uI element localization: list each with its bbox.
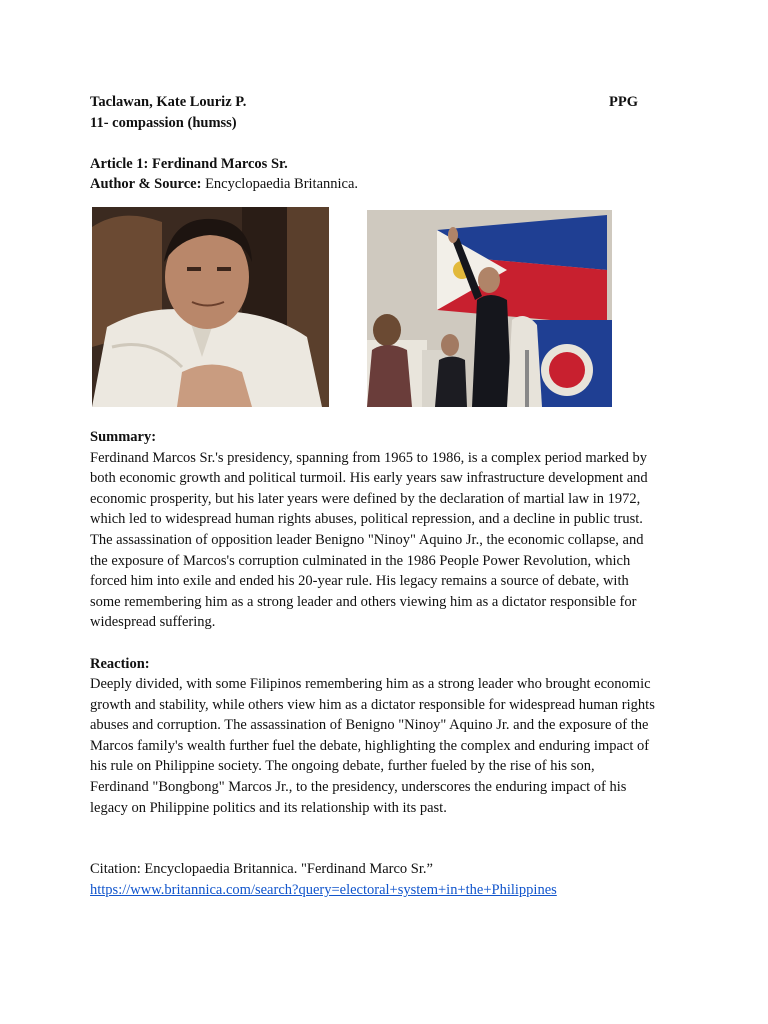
summary-line: economic prosperity, but his later years were defined by the declaration of martial law in 1972, <box>90 490 641 507</box>
class-section: 11- compassion (humss) <box>90 114 237 131</box>
reaction-line: growth and stability, while others view him as a dictator responsible for widespread human rights <box>90 696 655 713</box>
document-page <box>90 92 690 901</box>
reaction-line: Ferdinand "Bongbong" Marcos Jr., to the presidency, underscores the enduring impact of his <box>90 779 627 796</box>
reaction-line: legacy on Philippine politics and its relationship with its past. <box>90 799 447 816</box>
summary-section <box>90 427 690 633</box>
summary-line: Ferdinand Marcos Sr.'s presidency, spanning from 1965 to 1986, is a complex period marked by <box>90 449 647 466</box>
reaction-heading: Reaction: <box>90 655 150 672</box>
summary-heading: Summary: <box>90 428 157 445</box>
citation-text: Citation: Encyclopaedia Britannica. "Ferdinand Marco Sr.” <box>90 861 433 878</box>
author-source-value: Encyclopaedia Britannica. <box>201 176 359 193</box>
summary-paragraph <box>90 448 690 633</box>
summary-line: The assassination of opposition leader Benigno "Ninoy" Aquino Jr., the economic collapse, and <box>90 531 644 548</box>
marcos-waving-photo <box>367 210 612 407</box>
summary-line: some remembering him as a strong leader and others viewing him as a dictator responsible for <box>90 593 637 610</box>
reaction-line: abuses and corruption. The assassination of Benigno "Ninoy" Aquino Jr. and the exposure of the <box>90 717 649 734</box>
author-source-line <box>90 174 690 195</box>
reaction-line: his rule on Philippine society. The ongoing debate, further fueled by the rise of his son, <box>90 758 595 775</box>
summary-line: widespread suffering. <box>90 614 216 631</box>
reaction-section <box>90 654 690 819</box>
reaction-line: Deeply divided, with some Filipinos remembering him as a strong leader who brought economic <box>90 676 651 693</box>
subject-label: PPG <box>609 94 638 110</box>
header-row <box>90 92 638 113</box>
student-name: Taclawan, Kate Louriz P. <box>90 94 247 110</box>
summary-line: the exposure of Marcos's corruption culminated in the 1986 People Power Revolution, which <box>90 552 631 569</box>
photo-row <box>90 207 690 427</box>
article-title: Article 1: Ferdinand Marcos Sr. <box>90 155 288 172</box>
marcos-portrait-photo <box>92 207 329 407</box>
citation-link[interactable]: https://www.britannica.com/search?query=electoral+system+in+the+Philippines <box>90 882 557 899</box>
summary-line: both economic growth and political turmoil. His early years saw infrastructure development and <box>90 470 648 487</box>
summary-line: forced him into exile and ended his 20-year rule. His legacy remains a source of debate, with <box>90 573 629 590</box>
reaction-paragraph <box>90 674 690 818</box>
summary-line: which led to widespread human rights abuses, political repression, and a decline in public trust. <box>90 511 643 528</box>
author-source-label: Author & Source: <box>90 176 202 193</box>
reaction-line: Marcos family's wealth further fuel the debate, highlighting the complex and enduring impact of <box>90 737 650 754</box>
citation-section <box>90 859 690 900</box>
